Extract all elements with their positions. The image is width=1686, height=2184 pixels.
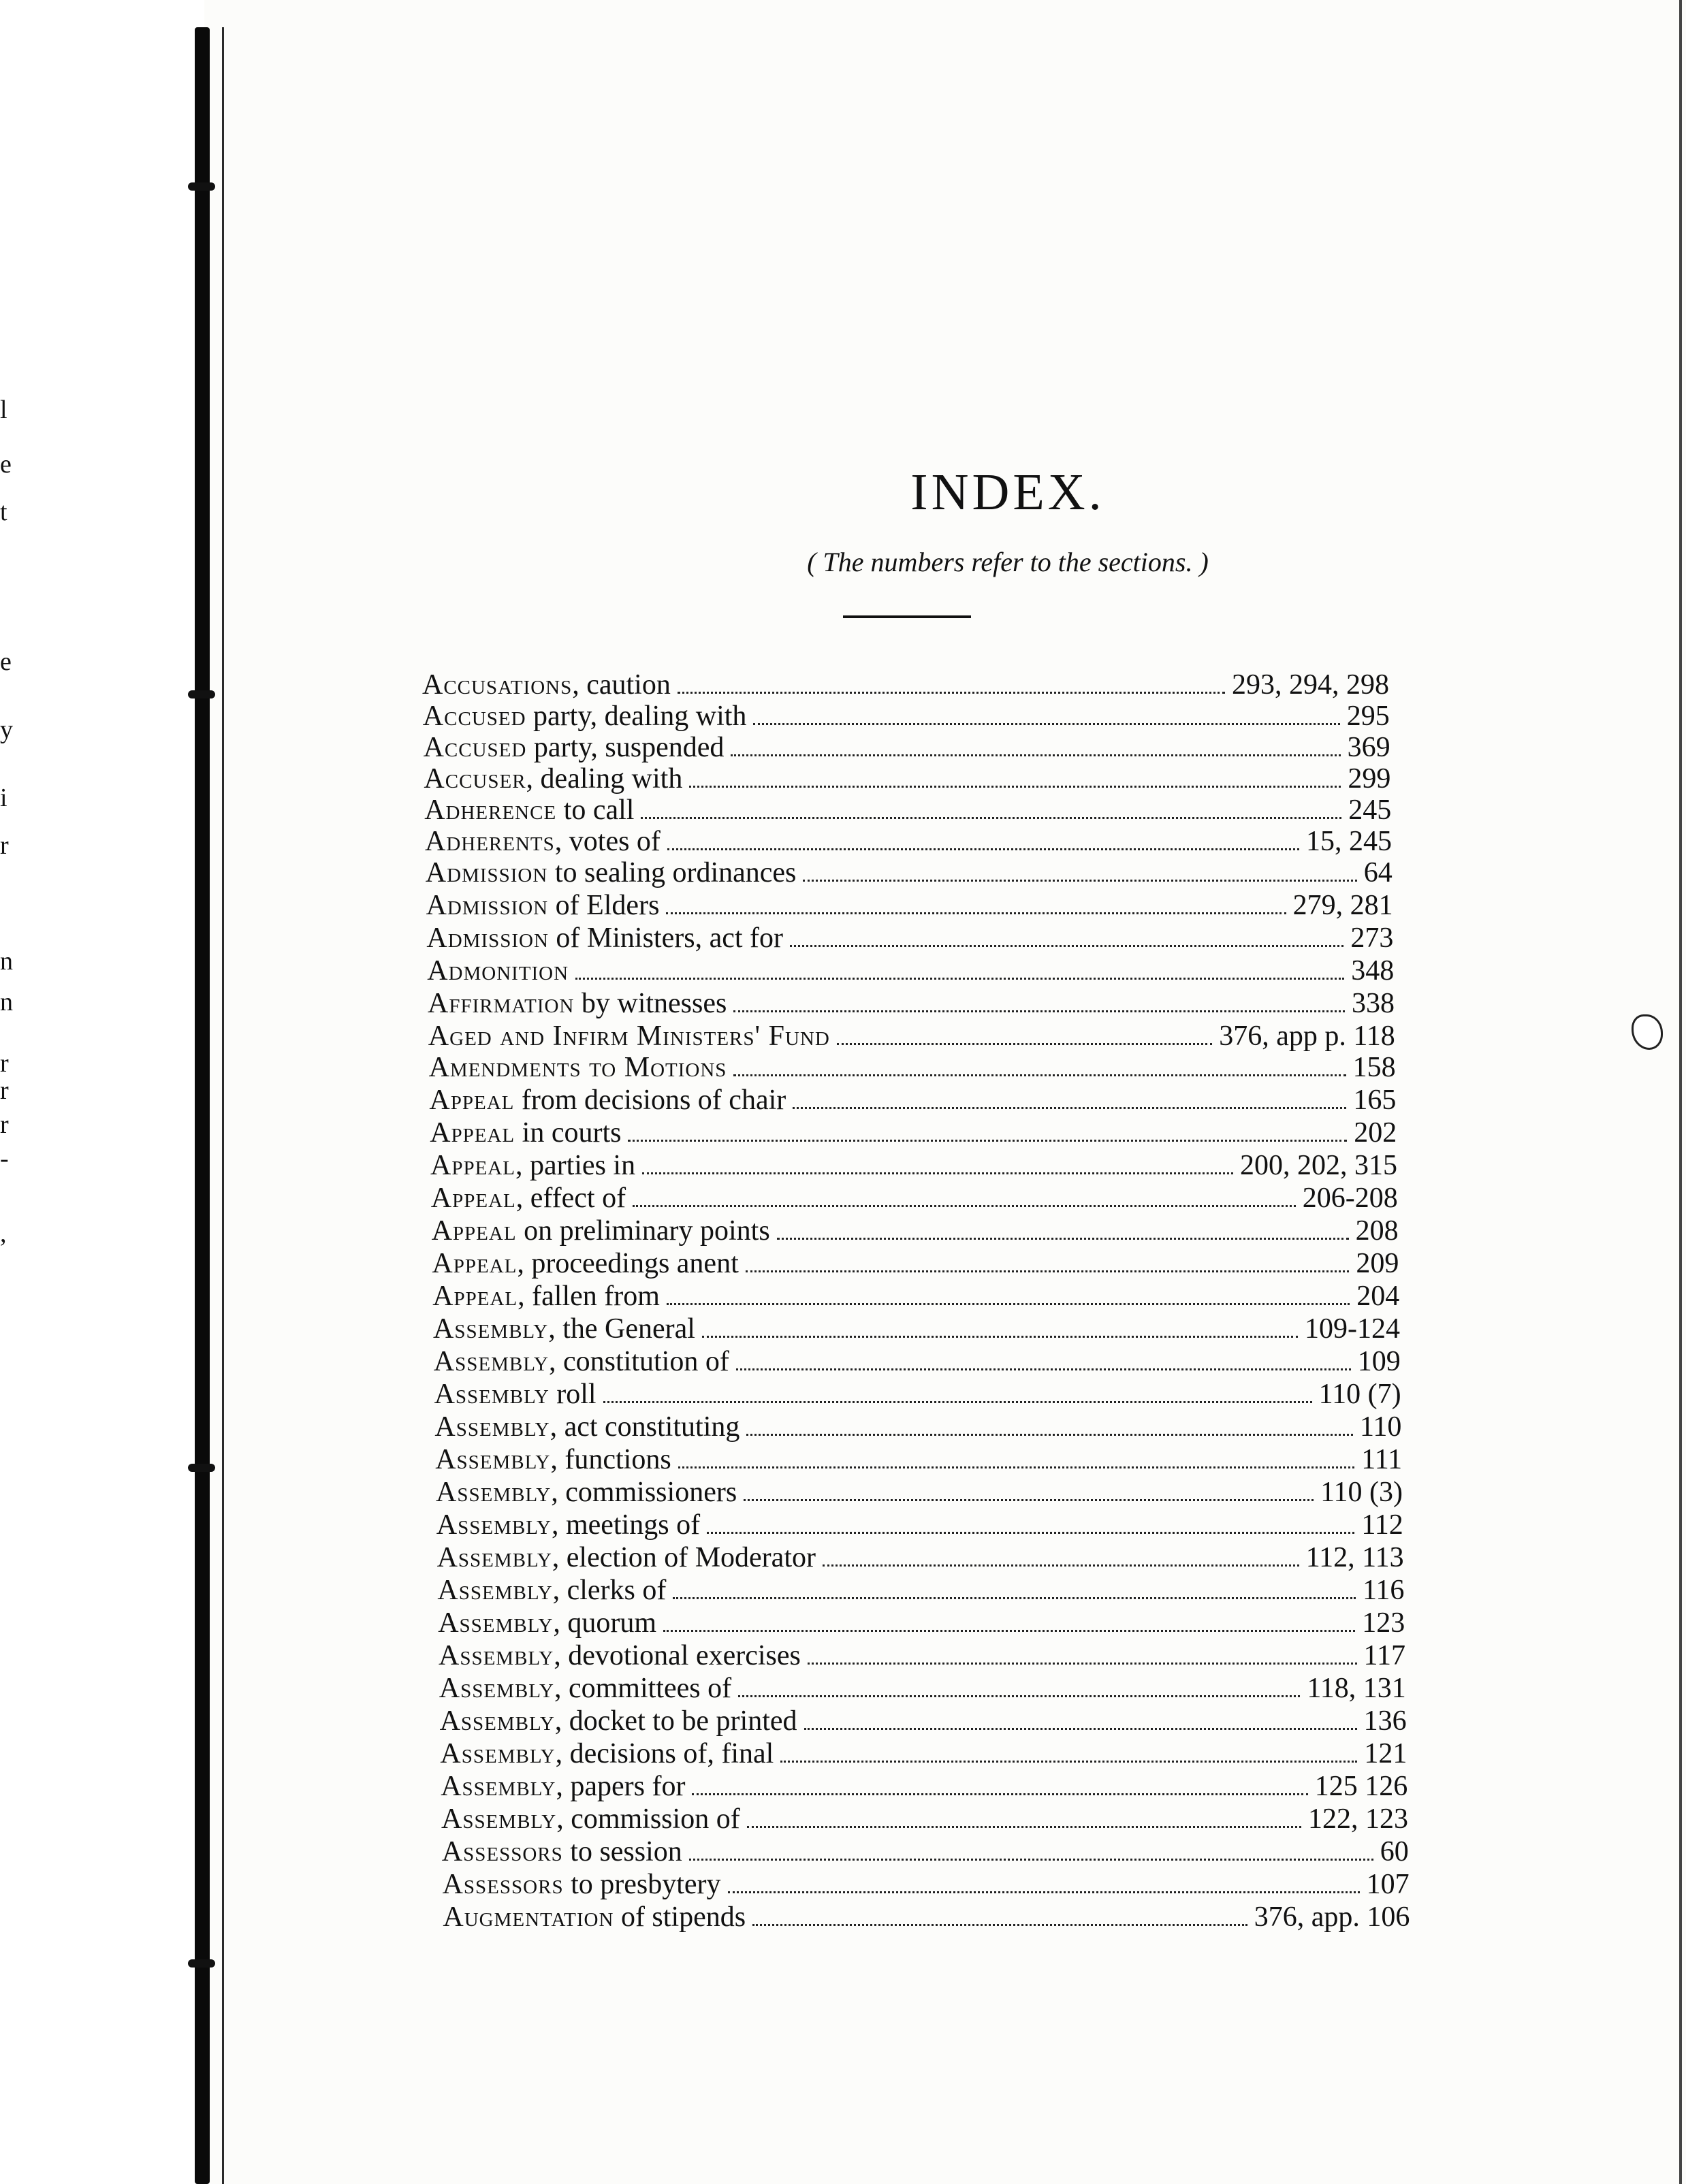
index-entry-subject: , commission of — [556, 1803, 740, 1835]
page-subtitle: ( The numbers refer to the sections. ) — [807, 547, 1209, 577]
index-entry-subject: , proceedings anent — [517, 1248, 739, 1279]
index-entry — [443, 1901, 1410, 1933]
bleed-glyph: n — [0, 988, 13, 1016]
index-entry-term — [441, 1770, 685, 1803]
index-entry-heading: Assembly — [439, 1673, 554, 1704]
dot-leader — [692, 1793, 1307, 1795]
index-entry-subject: from decisions of chair — [514, 1085, 786, 1116]
index-entry — [434, 1411, 1401, 1443]
index-entry-section-ref: 112, 113 — [1305, 1542, 1404, 1573]
index-entry-section-ref: 202 — [1354, 1117, 1397, 1149]
dot-leader — [667, 848, 1299, 850]
index-entry-term — [427, 954, 569, 987]
index-entry-section-ref: 112 — [1361, 1509, 1403, 1541]
index-entry-term — [424, 731, 725, 764]
bleed-glyph: l — [0, 396, 7, 424]
index-entry-section-ref: 60 — [1380, 1836, 1409, 1867]
bleed-glyph: n — [0, 947, 13, 976]
index-entry-term — [429, 1084, 786, 1117]
index-entry-section-ref: 111 — [1361, 1444, 1403, 1475]
index-entry — [427, 954, 1394, 987]
index-entry — [424, 794, 1391, 826]
index-entry-section-ref: 122, 123 — [1308, 1803, 1408, 1835]
index-entry-heading: Accused — [423, 732, 527, 763]
index-entry-term — [432, 1247, 738, 1280]
binding-spine — [195, 27, 210, 2184]
dot-leader — [728, 1891, 1360, 1893]
index-entry-section-ref: 121 — [1364, 1738, 1407, 1769]
index-entry-term — [434, 1345, 729, 1378]
dot-leader — [793, 1107, 1346, 1109]
index-entry — [436, 1509, 1403, 1541]
index-entry-subject: to sealing ordinances — [547, 857, 797, 888]
index-entry-heading: Admission — [426, 922, 549, 954]
index-entry-subject: , meetings of — [551, 1509, 701, 1541]
index-entry — [437, 1541, 1404, 1574]
index-entry-subject: , caution — [572, 669, 671, 701]
binding-stitch — [188, 182, 215, 191]
index-entry-section-ref: 165 — [1353, 1085, 1397, 1116]
index-entry-subject: , decisions of, final — [555, 1738, 774, 1769]
index-entry-subject: , commissioners — [551, 1477, 737, 1508]
index-entry-section-ref: 293, 294, 298 — [1232, 669, 1389, 701]
index-entry-section-ref: 299 — [1348, 763, 1391, 794]
title-divider — [843, 615, 971, 618]
dot-leader — [642, 1172, 1233, 1174]
index-entry-section-ref: 369 — [1347, 732, 1390, 763]
index-entry-section-ref: 209 — [1356, 1248, 1399, 1279]
dot-leader — [641, 817, 1341, 819]
index-entry-term — [437, 1541, 816, 1574]
index-entry-section-ref: 116 — [1362, 1575, 1405, 1606]
index-entry — [434, 1378, 1401, 1411]
index-entry — [441, 1770, 1407, 1803]
index-entry-term — [432, 1215, 770, 1247]
bleed-glyph: , — [0, 1219, 7, 1248]
index-entry-heading: Assembly — [434, 1411, 550, 1443]
index-entry-term — [435, 1443, 671, 1476]
bleed-glyph: r — [0, 1076, 9, 1105]
index-entry-heading: Assembly — [439, 1640, 554, 1671]
index-entry — [426, 922, 1393, 954]
index-entry-section-ref: 245 — [1348, 794, 1392, 826]
index-entry-heading: Appeal — [430, 1150, 515, 1181]
index-entry-section-ref: 15, 245 — [1306, 826, 1392, 857]
index-entry-section-ref: 376, app. 106 — [1254, 1901, 1410, 1933]
bleed-glyph: r — [0, 1049, 9, 1078]
index-entry-heading: Accused — [422, 701, 526, 732]
binding-stitch — [188, 1959, 215, 1968]
index-entry — [439, 1672, 1406, 1705]
page-edge — [222, 27, 224, 2184]
index-entry-subject: , devotional exercises — [554, 1640, 801, 1671]
index-entry — [432, 1215, 1399, 1247]
dot-leader — [707, 1532, 1354, 1534]
index-entry-section-ref: 204 — [1356, 1281, 1400, 1312]
index-entry-heading: Appeal — [432, 1281, 518, 1312]
index-entry — [431, 1182, 1398, 1215]
index-entry-heading: Assembly — [436, 1509, 552, 1541]
dot-leader — [738, 1695, 1300, 1697]
dot-leader — [780, 1761, 1357, 1763]
index-entry — [428, 987, 1395, 1020]
index-entry-subject: , election of Moderator — [552, 1542, 816, 1573]
dot-leader — [837, 1043, 1212, 1045]
index-entry — [430, 1117, 1397, 1149]
index-entry-term — [430, 1149, 635, 1182]
index-entry — [429, 1084, 1396, 1117]
dot-leader — [633, 1205, 1296, 1207]
index-entry — [439, 1639, 1405, 1672]
dot-leader — [673, 1597, 1356, 1599]
index-entry-subject: to call — [556, 794, 635, 826]
dot-leader — [731, 754, 1340, 756]
index-entry — [438, 1607, 1405, 1639]
index-entry-term — [424, 762, 682, 795]
index-entry-section-ref: 208 — [1355, 1215, 1399, 1247]
index-entry-section-ref: 110 — [1359, 1411, 1402, 1443]
index-entry — [432, 1247, 1399, 1280]
index-entry-heading: Assembly — [439, 1705, 555, 1737]
index-entry-term — [433, 1313, 695, 1345]
dot-leader — [753, 723, 1339, 725]
dot-leader — [689, 1859, 1373, 1861]
dot-leader — [702, 1336, 1298, 1338]
dot-leader — [744, 1499, 1314, 1501]
index-entry-subject: by witnesses — [574, 988, 727, 1019]
index-entry-heading: Admonition — [427, 955, 569, 986]
index-entry-section-ref: 110 (3) — [1320, 1477, 1403, 1508]
index-entry-heading: Assembly — [441, 1771, 556, 1802]
bleed-glyph: t — [0, 498, 7, 526]
index-entry-heading: Appeal — [429, 1085, 515, 1116]
index-entry-term — [440, 1705, 797, 1737]
bleed-glyph: - — [0, 1144, 9, 1173]
binding-stitch — [188, 1464, 215, 1472]
index-entry-heading: Assembly — [441, 1803, 557, 1835]
bleed-glyph: r — [0, 1110, 9, 1139]
index-entry-heading: Assembly — [436, 1542, 552, 1573]
index-entry-term — [428, 1020, 830, 1053]
index-entry-section-ref: 109 — [1357, 1346, 1401, 1377]
index-entry-heading: Amendments to Motions — [428, 1052, 727, 1083]
index-entry-section-ref: 338 — [1352, 988, 1395, 1019]
index-entry-subject: , act constituting — [550, 1411, 740, 1443]
dot-leader — [808, 1663, 1357, 1665]
index-entry — [424, 731, 1390, 764]
index-entry-subject: of stipends — [614, 1901, 746, 1933]
index-entry-heading: Adherence — [424, 794, 557, 826]
index-entry-subject: , docket to be printed — [554, 1705, 797, 1737]
index-entry — [429, 1051, 1396, 1084]
bleed-glyph: i — [0, 784, 7, 812]
index-entry-term — [422, 669, 671, 701]
dot-leader — [752, 1924, 1247, 1926]
index-entry-section-ref: 376, app p. 118 — [1219, 1021, 1395, 1052]
index-entry-subject: , fallen from — [518, 1281, 660, 1312]
dot-leader — [663, 1630, 1355, 1632]
index-entry-section-ref: 117 — [1363, 1640, 1405, 1671]
index-entry-subject: to presbytery — [563, 1869, 721, 1900]
index-entry-term — [426, 856, 797, 889]
index-entry-term — [438, 1607, 656, 1639]
index-entry-term — [423, 700, 747, 733]
index-entry-heading: Augmentation — [443, 1901, 614, 1933]
index-entry — [440, 1705, 1407, 1737]
index-entry-subject: of Ministers, act for — [548, 922, 784, 954]
index-entry-term — [443, 1901, 746, 1933]
index-entry-subject: , parties in — [515, 1150, 636, 1181]
index-entry-subject: of Elders — [548, 890, 660, 921]
index-entry-term — [434, 1411, 739, 1443]
previous-page-text-bleed — [0, 0, 204, 2184]
index-entry — [441, 1803, 1408, 1835]
index-entry-subject: , committees of — [554, 1673, 732, 1704]
index-entry — [428, 1020, 1395, 1053]
index-entry-term — [428, 987, 727, 1020]
index-entry-term — [426, 889, 660, 922]
index-entry-heading: Assembly — [435, 1444, 551, 1475]
index-entry-heading: Admission — [425, 857, 548, 888]
index-entry-heading: Assembly — [433, 1313, 549, 1345]
dot-leader — [733, 1074, 1346, 1076]
index-entry-subject: , clerks of — [552, 1575, 667, 1606]
index-entry-section-ref: 110 (7) — [1318, 1379, 1401, 1410]
index-entry-heading: Assembly — [438, 1607, 554, 1639]
dot-leader — [803, 880, 1356, 882]
dot-leader — [777, 1238, 1349, 1240]
index-entry-term — [443, 1868, 721, 1901]
index-entry-heading: Affirmation — [428, 988, 575, 1019]
index-entry-heading: Appeal — [430, 1183, 516, 1214]
index-entry-subject: , papers for — [556, 1771, 686, 1802]
index-entry-term — [429, 1051, 727, 1084]
index-entry-section-ref: 200, 202, 315 — [1240, 1150, 1397, 1181]
index-entry-subject: party, suspended — [526, 732, 725, 763]
index-entry-section-ref: 206-208 — [1302, 1183, 1398, 1214]
dot-leader — [736, 1368, 1351, 1370]
index-entry-heading: Assessors — [441, 1836, 563, 1867]
index-entry-subject: , dealing with — [526, 763, 683, 794]
index-entry-section-ref: 123 — [1362, 1607, 1405, 1639]
index-entry-heading: Admission — [426, 890, 549, 921]
dot-leader — [746, 1270, 1350, 1272]
index-entry-heading: Appeal — [431, 1215, 517, 1247]
index-entry-subject: , functions — [550, 1444, 671, 1475]
index-entry-term — [432, 1280, 660, 1313]
index-entry — [434, 1345, 1401, 1378]
index-entry-term — [424, 794, 634, 826]
index-entry-heading: Appeal — [432, 1248, 518, 1279]
dot-leader — [666, 912, 1286, 914]
bleed-glyph: e — [0, 450, 12, 479]
index-entry-heading: Assembly — [436, 1477, 552, 1508]
index-entry — [442, 1835, 1409, 1868]
dot-leader — [628, 1140, 1347, 1142]
dot-leader — [823, 1564, 1299, 1567]
index-entry-subject: in courts — [515, 1117, 622, 1149]
previous-page — [0, 0, 204, 2184]
index-entry-term — [431, 1182, 626, 1215]
index-entry — [424, 762, 1390, 795]
index-entry-section-ref: 64 — [1363, 857, 1393, 888]
index-entry — [437, 1574, 1404, 1607]
index-entry-term — [436, 1509, 700, 1541]
index-entry — [430, 1149, 1397, 1182]
index-entry-heading: Assembly — [433, 1346, 549, 1377]
index-entry-heading: Assembly — [434, 1379, 550, 1410]
bleed-glyph: r — [0, 831, 9, 860]
dot-leader — [733, 1010, 1345, 1012]
index-entry-term — [436, 1476, 737, 1509]
index-entry-term — [430, 1117, 621, 1149]
index-entry — [425, 825, 1392, 858]
index-entry-term — [425, 825, 661, 858]
index-entry — [443, 1868, 1410, 1901]
index-entry-heading: Assembly — [440, 1738, 556, 1769]
index-entry-term — [439, 1672, 731, 1705]
index-entry — [433, 1313, 1400, 1345]
index-entry-subject: , quorum — [553, 1607, 657, 1639]
index-entry — [440, 1737, 1407, 1770]
dot-leader — [678, 692, 1225, 694]
dot-leader — [746, 1434, 1353, 1436]
dot-leader — [603, 1401, 1312, 1403]
index-entry-term — [426, 922, 783, 954]
index-entry-section-ref: 158 — [1352, 1052, 1396, 1083]
index-entry-section-ref: 118, 131 — [1307, 1673, 1406, 1704]
index-entry-heading: Aged and Infirm Ministers' Fund — [428, 1021, 830, 1052]
index-entry — [436, 1476, 1403, 1509]
dot-leader — [575, 978, 1344, 980]
page-title: INDEX. — [910, 464, 1105, 521]
index-entry-section-ref: 295 — [1346, 701, 1390, 732]
dot-leader — [678, 1466, 1355, 1468]
index-entry-subject: , constitution of — [548, 1346, 729, 1377]
index-entry — [432, 1280, 1399, 1313]
page-right-edge — [1679, 0, 1682, 2184]
bleed-glyph: e — [0, 647, 12, 676]
index-entry-term — [442, 1835, 682, 1868]
index-entry — [426, 889, 1393, 922]
index-entry-term — [441, 1803, 740, 1835]
index-entry-section-ref: 136 — [1363, 1705, 1407, 1737]
index-entry-subject: , votes of — [554, 826, 661, 857]
index-entry-section-ref: 273 — [1350, 922, 1394, 954]
index-entry-subject: , the General — [548, 1313, 695, 1345]
index-entry-section-ref: 109-124 — [1305, 1313, 1400, 1345]
dot-leader — [790, 945, 1343, 947]
bleed-glyph: y — [0, 716, 13, 744]
index-entry-subject: on preliminary points — [516, 1215, 770, 1247]
index-entry — [426, 856, 1393, 889]
index-entry-heading: Accusations — [422, 669, 573, 701]
dot-leader — [804, 1728, 1357, 1730]
dot-leader — [667, 1303, 1350, 1305]
index-entry-term — [440, 1737, 774, 1770]
index-entry-term — [437, 1574, 666, 1607]
index-entry-section-ref: 348 — [1351, 955, 1395, 986]
index-entry-term — [434, 1378, 597, 1411]
index-entry-section-ref: 125 126 — [1314, 1771, 1408, 1802]
dot-leader — [747, 1826, 1301, 1828]
index-entry-section-ref: 107 — [1366, 1869, 1410, 1900]
index-entry-subject: to session — [562, 1836, 682, 1867]
index-entry-subject: party, dealing with — [526, 701, 747, 732]
index-entry — [423, 700, 1390, 733]
binding-stitch — [188, 690, 215, 698]
index-entry-section-ref: 279, 281 — [1292, 890, 1393, 921]
index-entry-subject: roll — [549, 1379, 597, 1410]
index-entry-heading: Appeal — [430, 1117, 515, 1149]
index-entry-heading: Assessors — [442, 1869, 564, 1900]
index-entry — [422, 669, 1389, 701]
index-entry-term — [439, 1639, 801, 1672]
index-entry — [435, 1443, 1402, 1476]
dot-leader — [689, 786, 1341, 788]
index-entry-heading: Accuser — [424, 763, 526, 794]
index-entry-heading: Adherents — [425, 826, 555, 857]
index-entry-heading: Assembly — [437, 1575, 553, 1606]
index-entry-subject: , effect of — [515, 1183, 626, 1214]
